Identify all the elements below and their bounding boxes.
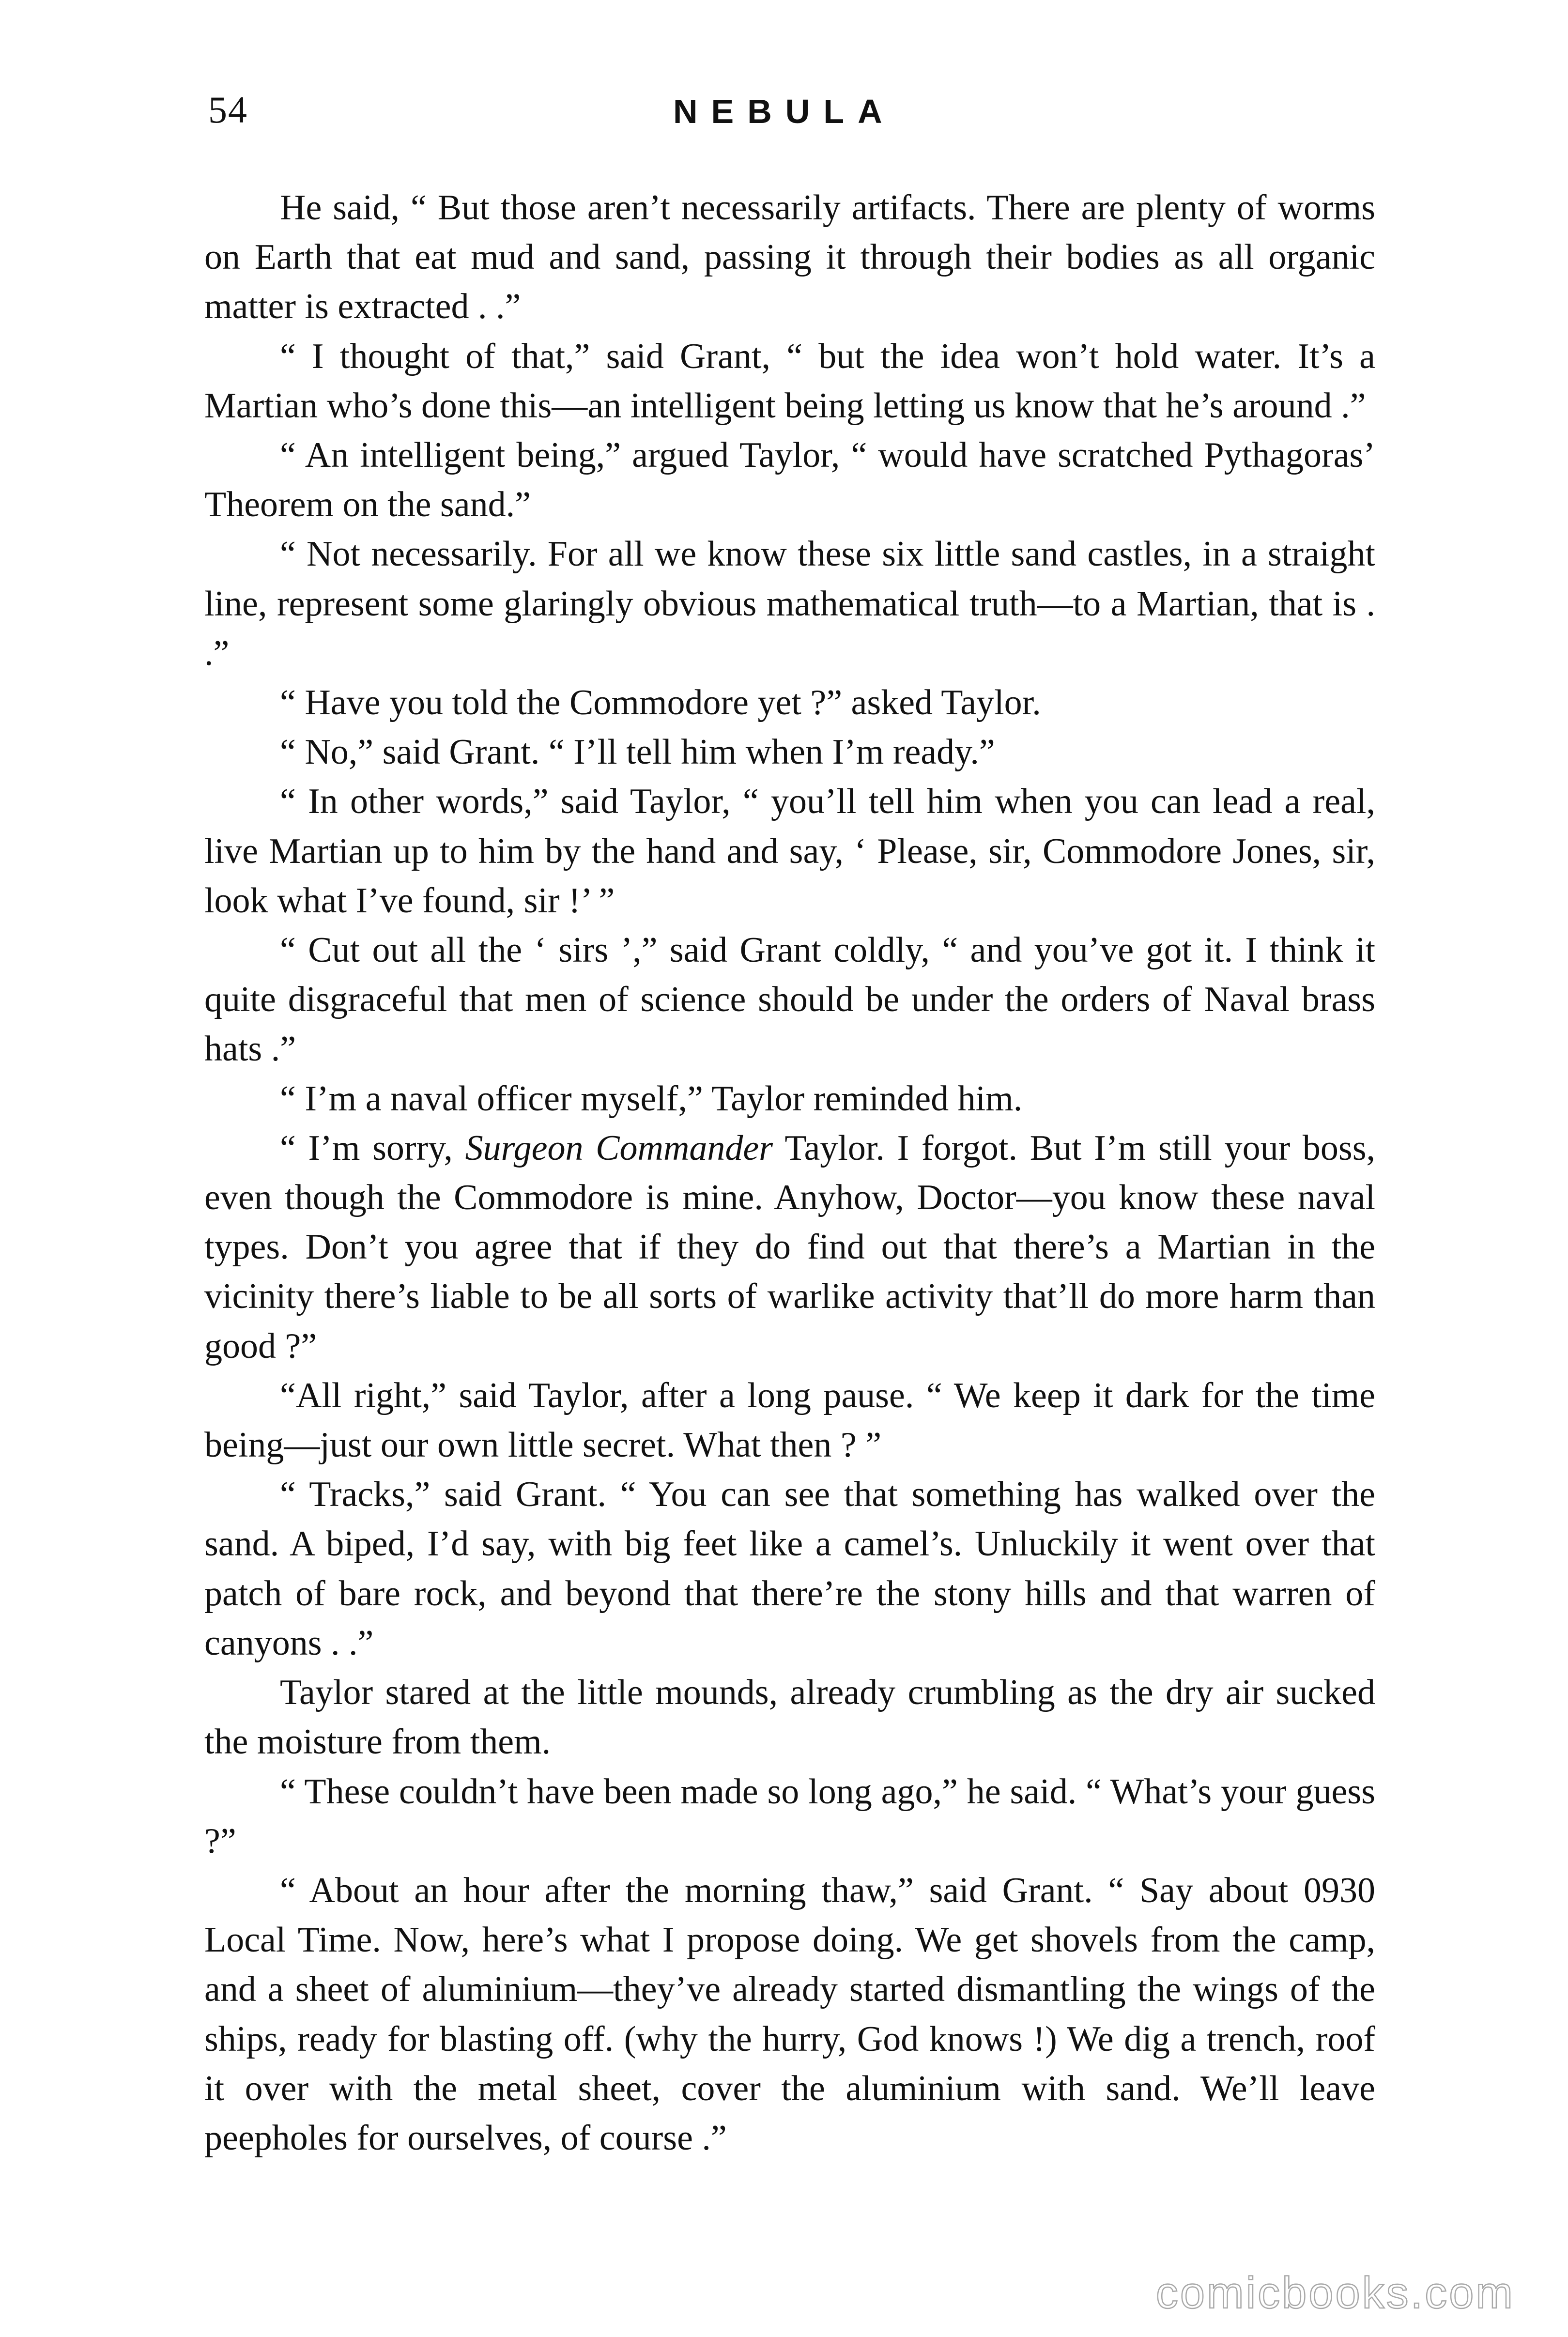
paragraph: “ No,” said Grant. “ I’ll tell him when I’m ready.” [280,732,995,772]
paragraph: “All right,” said Taylor, after a long pause. “ We keep it dark for the time being—just our own little secret. What then ? ” [204,1375,1375,1465]
paragraph: “ An intelligent being,” argued Taylor, “ would have scratched Pythagoras’ Theorem on the sand.” [204,435,1375,525]
paragraph: “ I’m a naval officer myself,” Taylor reminded him. [280,1078,1023,1119]
paragraph [204,1123,1375,1371]
paragraph-text: “ I’m sorry, [280,1128,465,1168]
body-text [204,183,1375,2163]
paragraph: “ Not necessarily. For all we know these six little sand castles, in a straight line, represent some glaringly obvious mathematical truth—to a Martian, that is . .” [204,534,1375,673]
page-number: 54 [208,89,248,131]
paragraph: “ Have you told the Commodore yet ?” asked Taylor. [280,683,1041,723]
paragraph: Taylor stared at the little mounds, already crumbling as the dry air sucked the moisture from them. [204,1673,1375,1762]
paragraph-text: Taylor. I forgot. But I’m still your boss, even though the Commodore is mine. Anyhow, Doctor—you know these naval types. Don’t you agree that if they do find out that there’s a Martian in the vicinity there’s liable to be all sorts of warlike activity that’ll do more harm than good ?” [204,1128,1376,1366]
paragraph: “ About an hour after the morning thaw,” said Grant. “ Say about 0930 Local Time. Now, here’s what I propose doing. We get shovels from the camp, and a sheet of aluminium—they’ve already started dismantling the wings of the ships, ready for blasting off. (why the hurry, God knows !) We dig a trench, roof it over with the metal sheet, cover the aluminium with sand. We’ll leave peepholes for ourselves, of course .” [204,1870,1375,2158]
paragraph: “ These couldn’t have been made so long ago,” he said. “ What’s your guess ?” [204,1771,1375,1861]
watermark: comicbooks.com [1155,2268,1515,2318]
paragraph: “ Tracks,” said Grant. “ You can see that something has walked over the sand. A biped, I’d say, with big feet like a camel’s. Unluckily it went over that patch of bare rock, and beyond that there’re the stony hills and that warren of canyons . .” [204,1475,1375,1663]
paragraph: “ I thought of that,” said Grant, “ but the idea won’t hold water. It’s a Martian who’s done this—an intelligent being letting us know that he’s around .” [204,336,1375,426]
emphasis-text: Surgeon Commander [465,1128,773,1168]
running-head-title: NEBULA [673,92,896,130]
paragraph: “ In other words,” said Taylor, “ you’ll tell him when you can lead a real, live Martian up to him by the hand and say, ‘ Please, sir, Commodore Jones, sir, look what I’ve found, sir !’ ” [204,782,1375,921]
paragraph: He said, “ But those aren’t necessarily artifacts. There are plenty of worms on Earth that eat mud and sand, passing it through their bodies as all organic matter is extracted . .” [204,188,1375,327]
paragraph: “ Cut out all the ‘ sirs ’,” said Grant coldly, “ and you’ve got it. I think it quite disgraceful that men of science should be under the orders of Naval brass hats .” [204,930,1375,1069]
